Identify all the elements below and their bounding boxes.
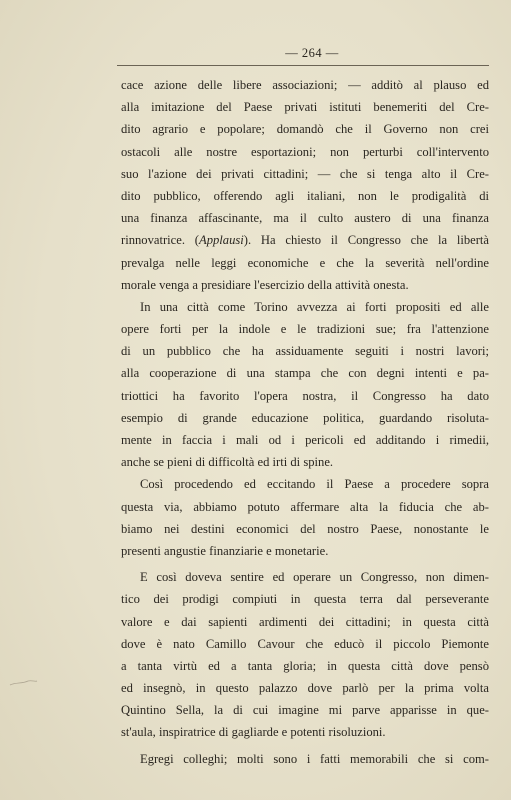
text-line: esempio di grande educazione politica, guardando risoluta- bbox=[121, 410, 489, 425]
text-line: st'aula, inspiratrice di gagliarde e potenti risoluzioni. bbox=[121, 725, 386, 740]
text-line: presenti angustie finanziarie e monetarie. bbox=[121, 543, 329, 558]
text-line: suo l'azione dei privati cittadini; — che si tenga alto il Cre- bbox=[121, 166, 489, 181]
applause-note: Applausi bbox=[199, 233, 244, 248]
paragraph bbox=[121, 566, 489, 744]
text-line: alla cooperazione di una stampa che con degni intenti e pa- bbox=[121, 366, 489, 381]
text-line: morale venga a presidiare l'esercizio della attività onesta. bbox=[121, 277, 409, 292]
paragraph bbox=[121, 296, 489, 474]
text-line: Così procedendo ed eccitando il Paese a procedere sopra bbox=[140, 477, 489, 492]
paragraph bbox=[121, 473, 489, 562]
text-line: questa via, abbiamo potuto affermare alta la fiducia che ab- bbox=[121, 499, 489, 514]
text-line: E così doveva sentire ed operare un Congresso, non dimen- bbox=[140, 570, 489, 585]
text-line: biamo nei destini economici del nostro Paese, nonostante le bbox=[121, 521, 489, 536]
text-line: a tanta virtù ed a tanta gloria; in questa città dove pensò bbox=[121, 658, 489, 673]
text-line: prevalga nelle leggi economiche e che la severità nell'ordine bbox=[121, 255, 489, 270]
margin-smudge bbox=[8, 676, 38, 690]
text-line: alla imitazione del Paese privati istituti benemeriti del Cre- bbox=[121, 100, 489, 115]
paragraph bbox=[121, 74, 489, 296]
text-line: cace azione delle libere associazioni; — additò al plauso ed bbox=[121, 78, 489, 92]
text-line: anche se pieni di difficoltà ed irti di spine. bbox=[121, 455, 334, 470]
text-line: mente in faccia i mali od i pericoli ed additando i rimedii, bbox=[121, 433, 489, 447]
text-line: valore e dai sapienti ardimenti dei cittadini; in questa città bbox=[121, 614, 489, 629]
text-line: ed insegnò, in questo palazzo dove parlò per la prima volta bbox=[121, 681, 489, 696]
text-line: dito pubblico, offerendo agli italiani, non le prodigalità di bbox=[121, 188, 489, 203]
text-line: di un pubblico che ha assiduamente seguiti i nostri lavori; bbox=[121, 344, 489, 359]
body-text bbox=[121, 74, 489, 770]
text-line: dove è nato Camillo Cavour che educò il piccolo Piemonte bbox=[121, 636, 489, 651]
header-rule bbox=[117, 65, 489, 66]
text-line: In una città come Torino avvezza ai forti propositi ed alle bbox=[140, 299, 489, 314]
page-header bbox=[117, 40, 489, 70]
text-line: Quintino Sella, la di cui imagine mi parve apparisse in que- bbox=[121, 703, 489, 718]
text-line: Egregi colleghi; molti sono i fatti memorabili che si com- bbox=[140, 751, 489, 766]
text-line: tico dei prodigi compiuti in questa terra dal perseverante bbox=[121, 592, 489, 607]
text-line: una finanza affascinante, ma il culto austero di una finanza bbox=[121, 211, 489, 226]
page-number: — 264 — bbox=[285, 46, 339, 60]
text-line: rinnovatrice. (Applausi). Ha chiesto il Congresso che la libertà bbox=[121, 233, 490, 248]
paragraph bbox=[121, 748, 489, 770]
text-line: opere forti per la indole e le tradizioni sue; fra l'attenzione bbox=[121, 322, 489, 337]
text-line: dito agrario e popolare; domandò che il Governo non crei bbox=[121, 122, 489, 137]
text-line: ostacoli alle nostre esportazioni; non perturbi coll'intervento bbox=[121, 144, 489, 159]
text-line: triottici ha favorito l'opera nostra, il Congresso ha dato bbox=[121, 388, 489, 403]
